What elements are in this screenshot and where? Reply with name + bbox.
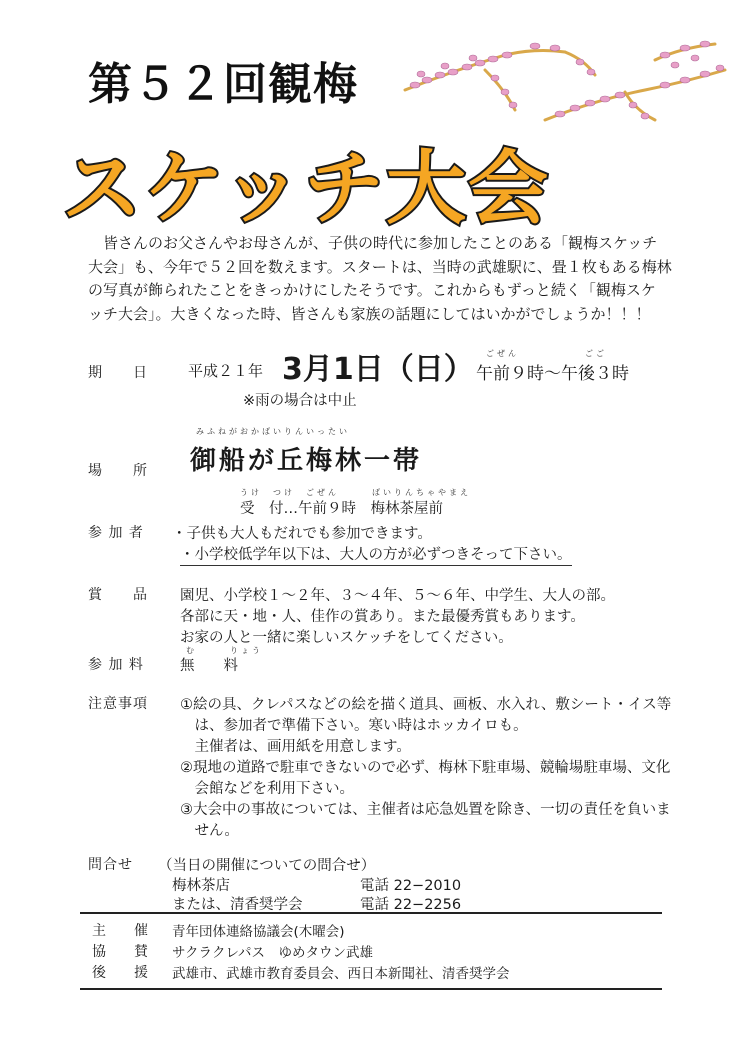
plum-branch-illustration xyxy=(395,30,735,130)
organizer-name: 青年団体連絡協議会(木曜会) xyxy=(172,924,345,940)
notes-line: ②現地の道路で駐車できないので必ず、梅林下駐車場、競輪場駐車場、文化 xyxy=(180,760,671,776)
intro-line: 大会」も、今年で５２回を数えます。スタートは、当時の武雄駅に、畳１枚もある梅林 xyxy=(88,257,672,276)
notes-line: 主催者は、画用紙を用意します。 xyxy=(180,739,411,755)
organizer-role: 主 催 xyxy=(92,923,148,939)
rain-note: ※雨の場合は中止 xyxy=(243,393,357,409)
time-furigana: ごぜん ごご xyxy=(486,349,607,358)
notes-line: 会館などを利用下さい。 xyxy=(180,781,354,797)
date-label: 期 日 xyxy=(88,365,148,381)
organizer-name: サクラクレパス ゆめタウン武雄 xyxy=(172,945,374,961)
inquiry-contact-name: または、清香奨学会 xyxy=(172,897,303,913)
notes-line: せん。 xyxy=(180,823,239,839)
fee-label: 参 加 料 xyxy=(88,657,144,673)
event-title-line1: 第５２回観梅 xyxy=(88,59,358,110)
venue-furigana: みふねがおかばいりんいったい xyxy=(196,427,350,436)
reception-info: 受 付…午前９時 梅林茶屋前 xyxy=(240,501,443,517)
participants-line2: ・小学校低学年以下は、大人の方が必ずつきそって下さい。 xyxy=(180,543,572,566)
intro-paragraph xyxy=(88,232,672,326)
event-time: 午前９時〜午後３時 xyxy=(476,364,629,384)
participants-line1: ・子供も大人もだれでも参加できます。 xyxy=(172,526,432,542)
fee-value: 無 料 xyxy=(180,658,238,674)
reception-furigana: うけ つけ ごぜん ばいりんちゃやまえ xyxy=(240,488,471,497)
prizes-label: 賞 品 xyxy=(88,587,148,603)
inquiry-contact-tel[interactable]: 電話 22−2010 xyxy=(360,878,462,894)
organizer-role: 後 援 xyxy=(92,965,148,981)
prizes-line: お家の人と一緒に楽しいスケッチをしてください。 xyxy=(180,630,513,646)
participants-label: 参 加 者 xyxy=(88,525,144,541)
event-date: 3月1日（日） xyxy=(282,352,474,387)
intro-line: ッチ大会」。大きくなった時、皆さんも家族の話題にしてはいかがでしょうか！！！ xyxy=(88,304,651,323)
inquiry-label: 問合せ xyxy=(88,857,133,873)
organizer-role: 協 賛 xyxy=(92,944,148,960)
inquiry-contact-tel[interactable]: 電話 22−2256 xyxy=(360,897,462,913)
inquiry-subtitle: （当日の開催についての問合せ） xyxy=(158,858,376,874)
intro-line: の写真が飾られたことをきっかけにしたそうです。これからもずっと続く「観梅スケ xyxy=(88,281,656,299)
notes-line: は、参加者で準備下さい。寒い時はホッカイロも。 xyxy=(180,718,528,734)
notes-label: 注意事項 xyxy=(88,696,148,712)
event-title-line2: スケッチ大会 xyxy=(62,142,550,235)
intro-line: 皆さんのお父さんやお母さんが、子供の時代に参加したことのある「観梅スケッチ xyxy=(88,234,658,252)
notes-line: ①絵の具、クレパスなどの絵を描く道具、画板、水入れ、敷シート・イス等 xyxy=(180,697,672,713)
organizers-box xyxy=(80,912,662,990)
fee-furigana: む りょう xyxy=(186,646,263,655)
date-prefix: 平成２１年 xyxy=(188,362,264,380)
prizes-line: 園児、小学校１〜２年、３〜４年、５〜６年、中学生、大人の部。 xyxy=(180,588,615,604)
inquiry-contact-name: 梅林茶店 xyxy=(172,878,230,894)
prizes-line: 各部に天・地・人、佳作の賞あり。また最優秀賞もあります。 xyxy=(180,609,585,625)
organizer-name: 武雄市、武雄市教育委員会、西日本新聞社、清香奨学会 xyxy=(172,966,510,982)
venue-name: 御船が丘梅林一帯 xyxy=(190,446,423,476)
venue-label: 場 所 xyxy=(88,463,148,479)
notes-line: ③大会中の事故については、主催者は応急処置を除き、一切の責任を負いま xyxy=(180,802,671,818)
